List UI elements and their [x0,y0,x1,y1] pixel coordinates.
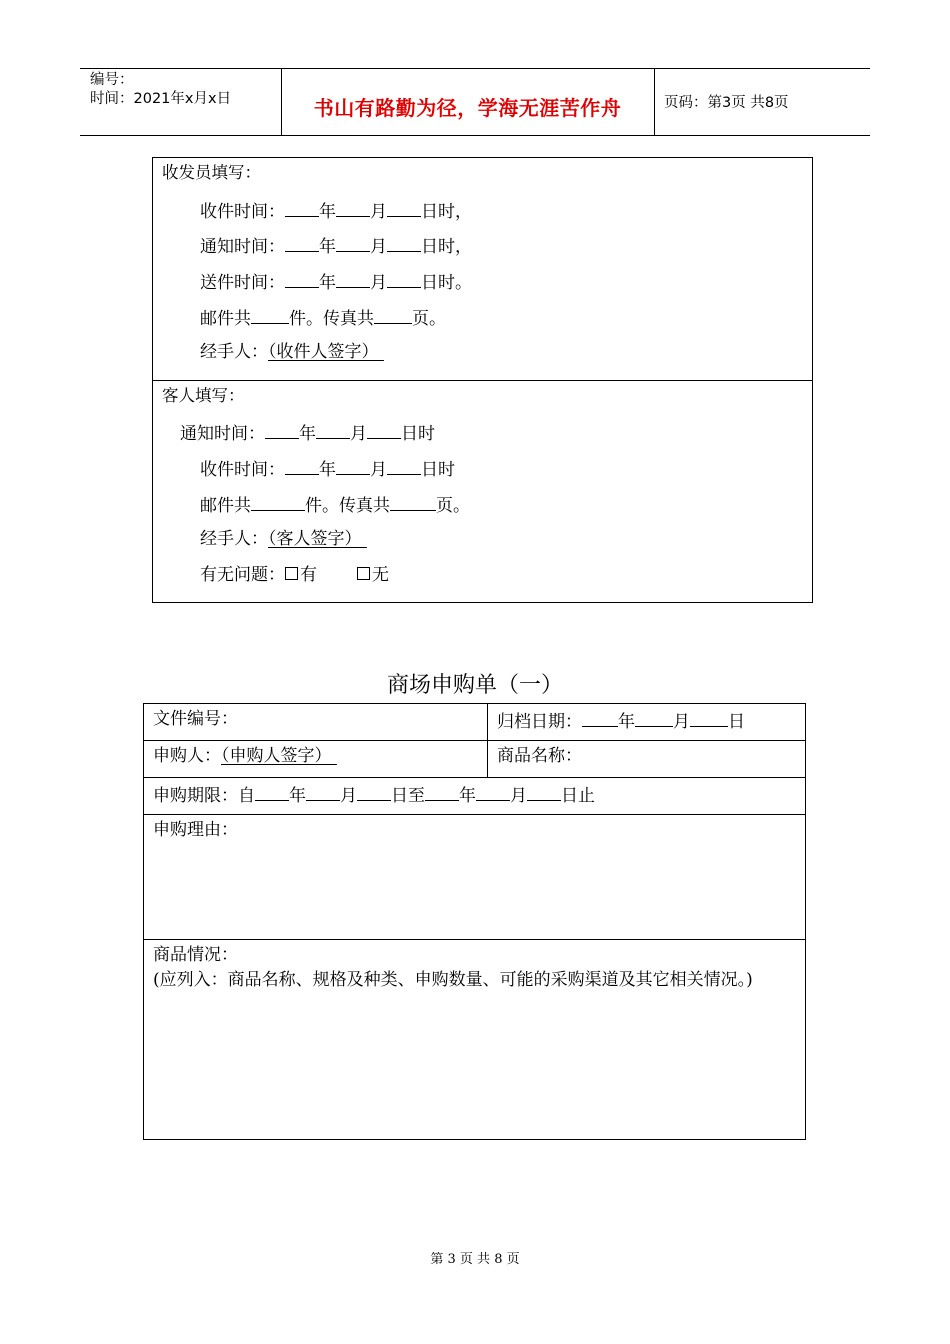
month-unit: 月 [370,202,387,222]
clerk-mail-count-row [200,306,446,329]
file-number-label: 文件编号： [153,709,238,729]
field-label: 收件时间： [200,202,285,222]
month-unit: 月 [370,237,387,257]
year-unit: 年 [319,460,336,480]
day-blank[interactable] [690,709,728,727]
mail-count-blank[interactable] [251,306,289,324]
year-unit: 年 [319,237,336,257]
requester-label: 申购人： [153,746,221,766]
year-unit: 年 [299,424,316,444]
clerk-section-heading: 收发员填写： [162,163,261,182]
year-blank[interactable] [285,234,319,252]
product-name-field[interactable] [497,746,582,766]
mail-count-prefix: 邮件共 [200,309,251,329]
no-option-label: 无 [372,565,389,585]
month-blank[interactable] [476,783,510,801]
year-blank[interactable] [285,457,319,475]
year-unit: 年 [289,786,306,806]
year-blank[interactable] [285,199,319,217]
day-hour-suffix: 日时 [401,424,435,444]
day-blank[interactable] [367,421,401,439]
month-unit: 月 [673,712,690,732]
day-blank[interactable] [387,199,421,217]
month-blank[interactable] [336,199,370,217]
header-bottom-rule [80,135,870,136]
guest-receive-time-row [200,457,455,480]
table-rule [143,939,806,940]
table-rule [143,777,806,778]
month-unit: 月 [510,786,527,806]
page-unit: 页。 [412,309,446,329]
product-name-label: 商品名称： [497,746,582,766]
header-motto: 书山有路勤为径，学海无涯苦作舟 [313,96,622,120]
year-unit: 年 [319,202,336,222]
purchase-reason-label: 申购理由： [153,820,238,840]
day-hour-suffix: 日时， [421,202,472,222]
period-to-label: 日至 [391,786,425,806]
yes-checkbox[interactable] [285,567,298,580]
requester-field [153,746,337,766]
fax-count-blank[interactable] [390,493,436,511]
year-unit: 年 [618,712,635,732]
product-info-note: (应列入：商品名称、规格及种类、申购数量、可能的采购渠道及其它相关情况。) [153,970,753,990]
product-info-area[interactable] [148,1020,801,1135]
month-blank[interactable] [336,234,370,252]
year-blank[interactable] [255,783,289,801]
guest-notify-time-row [180,421,435,444]
day-blank[interactable] [387,457,421,475]
month-blank[interactable] [316,421,350,439]
period-end-label: 日止 [561,786,595,806]
header-code-label: 编号： [90,72,134,88]
clerk-receive-time-row [200,199,472,222]
month-blank[interactable] [336,457,370,475]
month-blank[interactable] [306,783,340,801]
month-blank[interactable] [635,709,673,727]
clerk-send-time-row [200,270,472,293]
day-blank[interactable] [527,783,561,801]
day-blank[interactable] [387,270,421,288]
day-unit: 日 [728,712,745,732]
receiver-signature-field[interactable]: （收件人签字） [268,342,379,362]
guest-section-heading: 客人填写： [162,386,245,405]
mail-count-prefix: 邮件共 [200,496,251,516]
day-blank[interactable] [357,783,391,801]
file-number-field[interactable] [153,709,238,729]
table-column-divider [487,703,488,777]
field-label: 收件时间： [200,460,285,480]
clerk-notify-time-row [200,234,472,257]
yes-option-label: 有 [300,565,317,585]
table-rule [143,814,806,815]
header-date-label: 时间：2021年x月x日 [90,91,232,107]
archive-date-field [497,709,745,732]
clerk-handler-row [200,342,384,362]
year-blank[interactable] [285,270,319,288]
product-info-label: 商品情况： [153,945,238,965]
section-divider [152,380,813,381]
year-blank[interactable] [265,421,299,439]
guest-problem-row [200,565,389,585]
fax-count-prefix: 件。传真共 [289,309,374,329]
day-blank[interactable] [387,234,421,252]
guest-handler-row [200,529,367,549]
header-top-rule [80,68,870,69]
purchase-form-title: 商场申购单（一） [386,673,563,698]
page-unit: 页。 [436,496,470,516]
month-unit: 月 [370,273,387,293]
field-label: 送件时间： [200,273,285,293]
day-hour-suffix: 日时。 [421,273,472,293]
year-blank[interactable] [582,709,618,727]
header-divider [654,68,655,135]
year-blank[interactable] [425,783,459,801]
period-label: 申购期限：自 [153,786,255,806]
year-unit: 年 [319,273,336,293]
year-unit: 年 [459,786,476,806]
month-unit: 月 [340,786,357,806]
month-blank[interactable] [336,270,370,288]
requester-signature-field[interactable]: （申购人签字） [221,746,332,766]
fax-count-blank[interactable] [374,306,412,324]
mail-count-blank[interactable] [251,493,305,511]
purchase-period-field [153,783,595,806]
handler-label: 经手人： [200,342,268,362]
field-label: 通知时间： [200,237,285,257]
no-checkbox[interactable] [357,567,370,580]
month-unit: 月 [370,460,387,480]
purchase-reason-area[interactable] [148,842,801,934]
fax-count-prefix: 件。传真共 [305,496,390,516]
day-hour-suffix: 日时， [421,237,472,257]
header-page-label: 页码：第3页 共8页 [664,95,789,111]
handler-label: 经手人： [200,529,268,549]
archive-date-label: 归档日期： [497,712,582,732]
guest-signature-field[interactable]: （客人签字） [268,529,362,549]
problem-label: 有无问题： [200,565,285,585]
page-footer: 第 3 页 共 8 页 [430,1252,520,1267]
guest-mail-count-row [200,493,470,516]
month-unit: 月 [350,424,367,444]
table-rule [143,740,806,741]
field-label: 通知时间： [180,424,265,444]
day-hour-suffix: 日时 [421,460,455,480]
